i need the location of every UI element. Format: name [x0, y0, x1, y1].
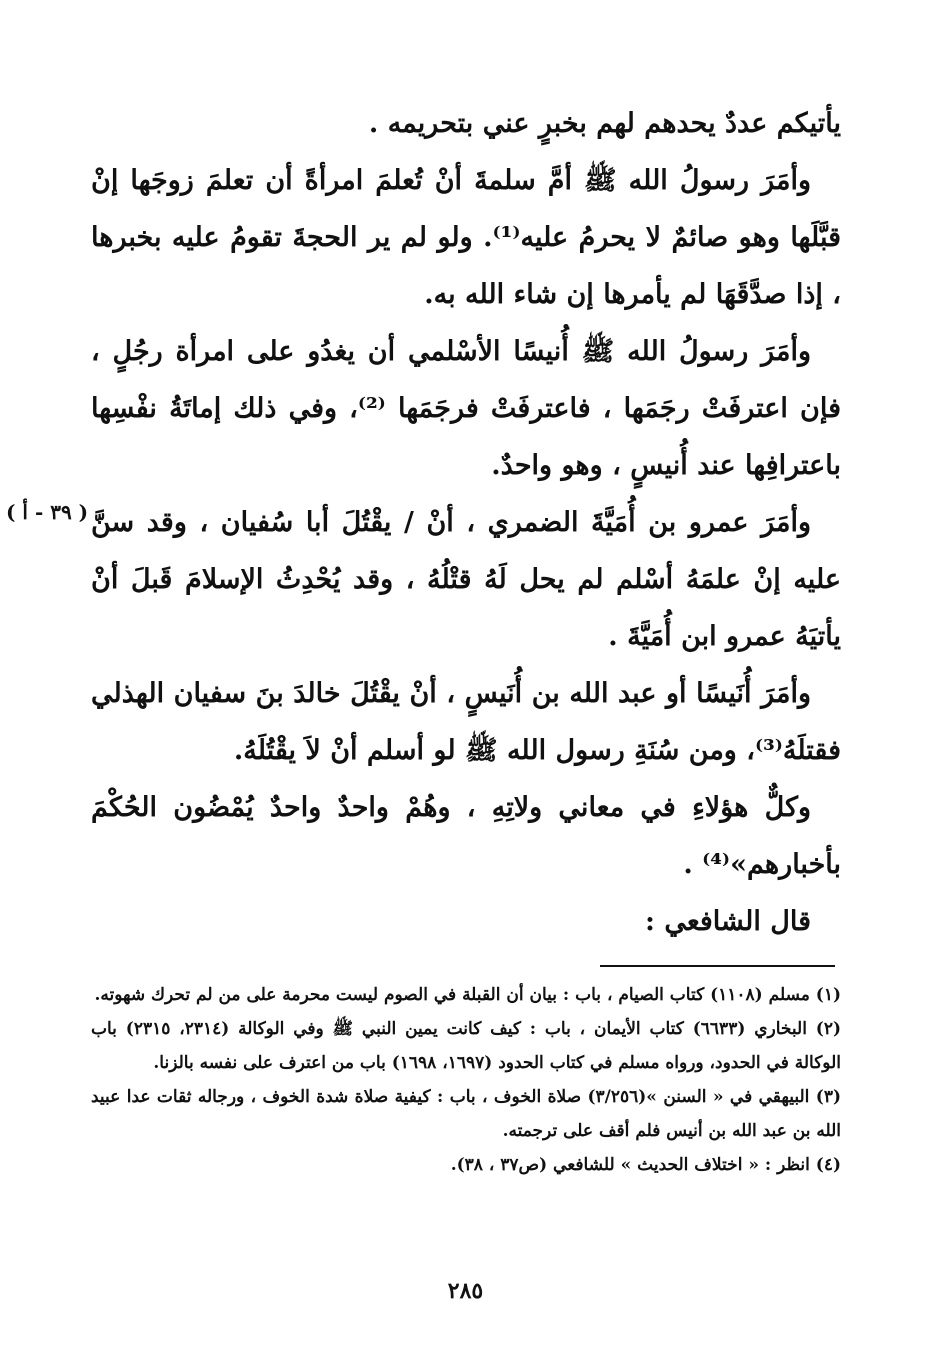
- paragraph-6: وكلٌّ هؤلاءِ في معاني ولاتِهِ ، وهُمْ واحدٌ واحدٌ يُمْضُون الحُكْمَ بأخبارهم»⁽⁴⁾ .: [91, 792, 841, 880]
- margin-folio-note: ( ٣٩ - أ ): [6, 500, 89, 524]
- paragraph-5: وأمَرَ أُنَيسًا أو عبد الله بن أُنَيسٍ ، أنْ يقْتُلَ خالدَ بنَ سفيان الهذلي فقتلَهُ⁽³⁾، ومن سُنَةِ رسول الله ﷺ لو أسلم أنْ لاَ يقْتُلَهُ.: [91, 678, 841, 766]
- section-heading: قال الشافعي :: [645, 906, 811, 937]
- page-number: ٢٨٥: [447, 1278, 484, 1304]
- footnote-2: (٢) البخاري (٦٦٣٣) كتاب الأيمان ، باب : كيف كانت يمين النبي ﷺ وفي الوكالة (٢٣١٤، ٢٣١٥) باب الوكالة في الحدود، ورواه مسلم في كتاب الحدود (١٦٩٧، ١٦٩٨) باب من اعترف على نفسه بالزنا.: [91, 1019, 841, 1073]
- main-text: [91, 95, 841, 950]
- footnotes: [91, 978, 841, 1182]
- paragraph-2: وأمَرَ رسولُ الله ﷺ أمَّ سلمةَ أنْ تُعلمَ امرأةً أن تعلمَ زوجَها إنْ قبَّلَها وهو صائمٌ لا يحرمُ عليه⁽¹⁾. ولو لم ير الحجةَ تقومُ عليه بخبرها ، إذا صدَّقَهَا لم يأمرها إن شاء الله به.: [91, 165, 841, 310]
- paragraph-4: وأمَرَ عمرو بن أُمَيَّةَ الضمري ، أنْ / يقْتُلَ أبا سُفيان ، وقد سنَّ عليه إنْ علمَهُ أسْلم لم يحل لَهُ قتْلُهُ ، وقد يُحْدِثُ الإسلامَ قَبلَ أنْ يأتيَهُ عمرو ابن أُمَيَّةَ .: [91, 507, 841, 652]
- paragraph-1: يأتيكم عددٌ يحدهم لهم بخبرٍ عني بتحريمه .: [368, 108, 841, 139]
- footnote-3: (٣) البيهقي في « السنن »(٣/٢٥٦) صلاة الخوف ، باب : كيفية صلاة شدة الخوف ، ورجاله ثقات عدا عبيد الله بن عبد الله بن أنيس فلم أقف على ترجمته.: [91, 1087, 841, 1141]
- paragraph-3: وأمَرَ رسولُ الله ﷺ أُنيسًا الأسْلمي أن يغدُو على امرأة رجُلٍ ، فإن اعترفَتْ رجَمَها ، فاعترفَتْ فرجَمَها ⁽²⁾، وفي ذلك إماتَةُ نفْسِها باعترافِها عند أُنيسٍ ، وهو واحدٌ.: [91, 336, 841, 481]
- footnote-1: (١) مسلم (١١٠٨) كتاب الصيام ، باب : بيان أن القبلة في الصوم ليست محرمة على من لم تحرك شهوته.: [94, 985, 841, 1005]
- footnote-4: (٤) انظر : « اختلاف الحديث » للشافعي (ص٣٧ ، ٣٨).: [450, 1155, 841, 1175]
- footnote-divider: [600, 965, 835, 967]
